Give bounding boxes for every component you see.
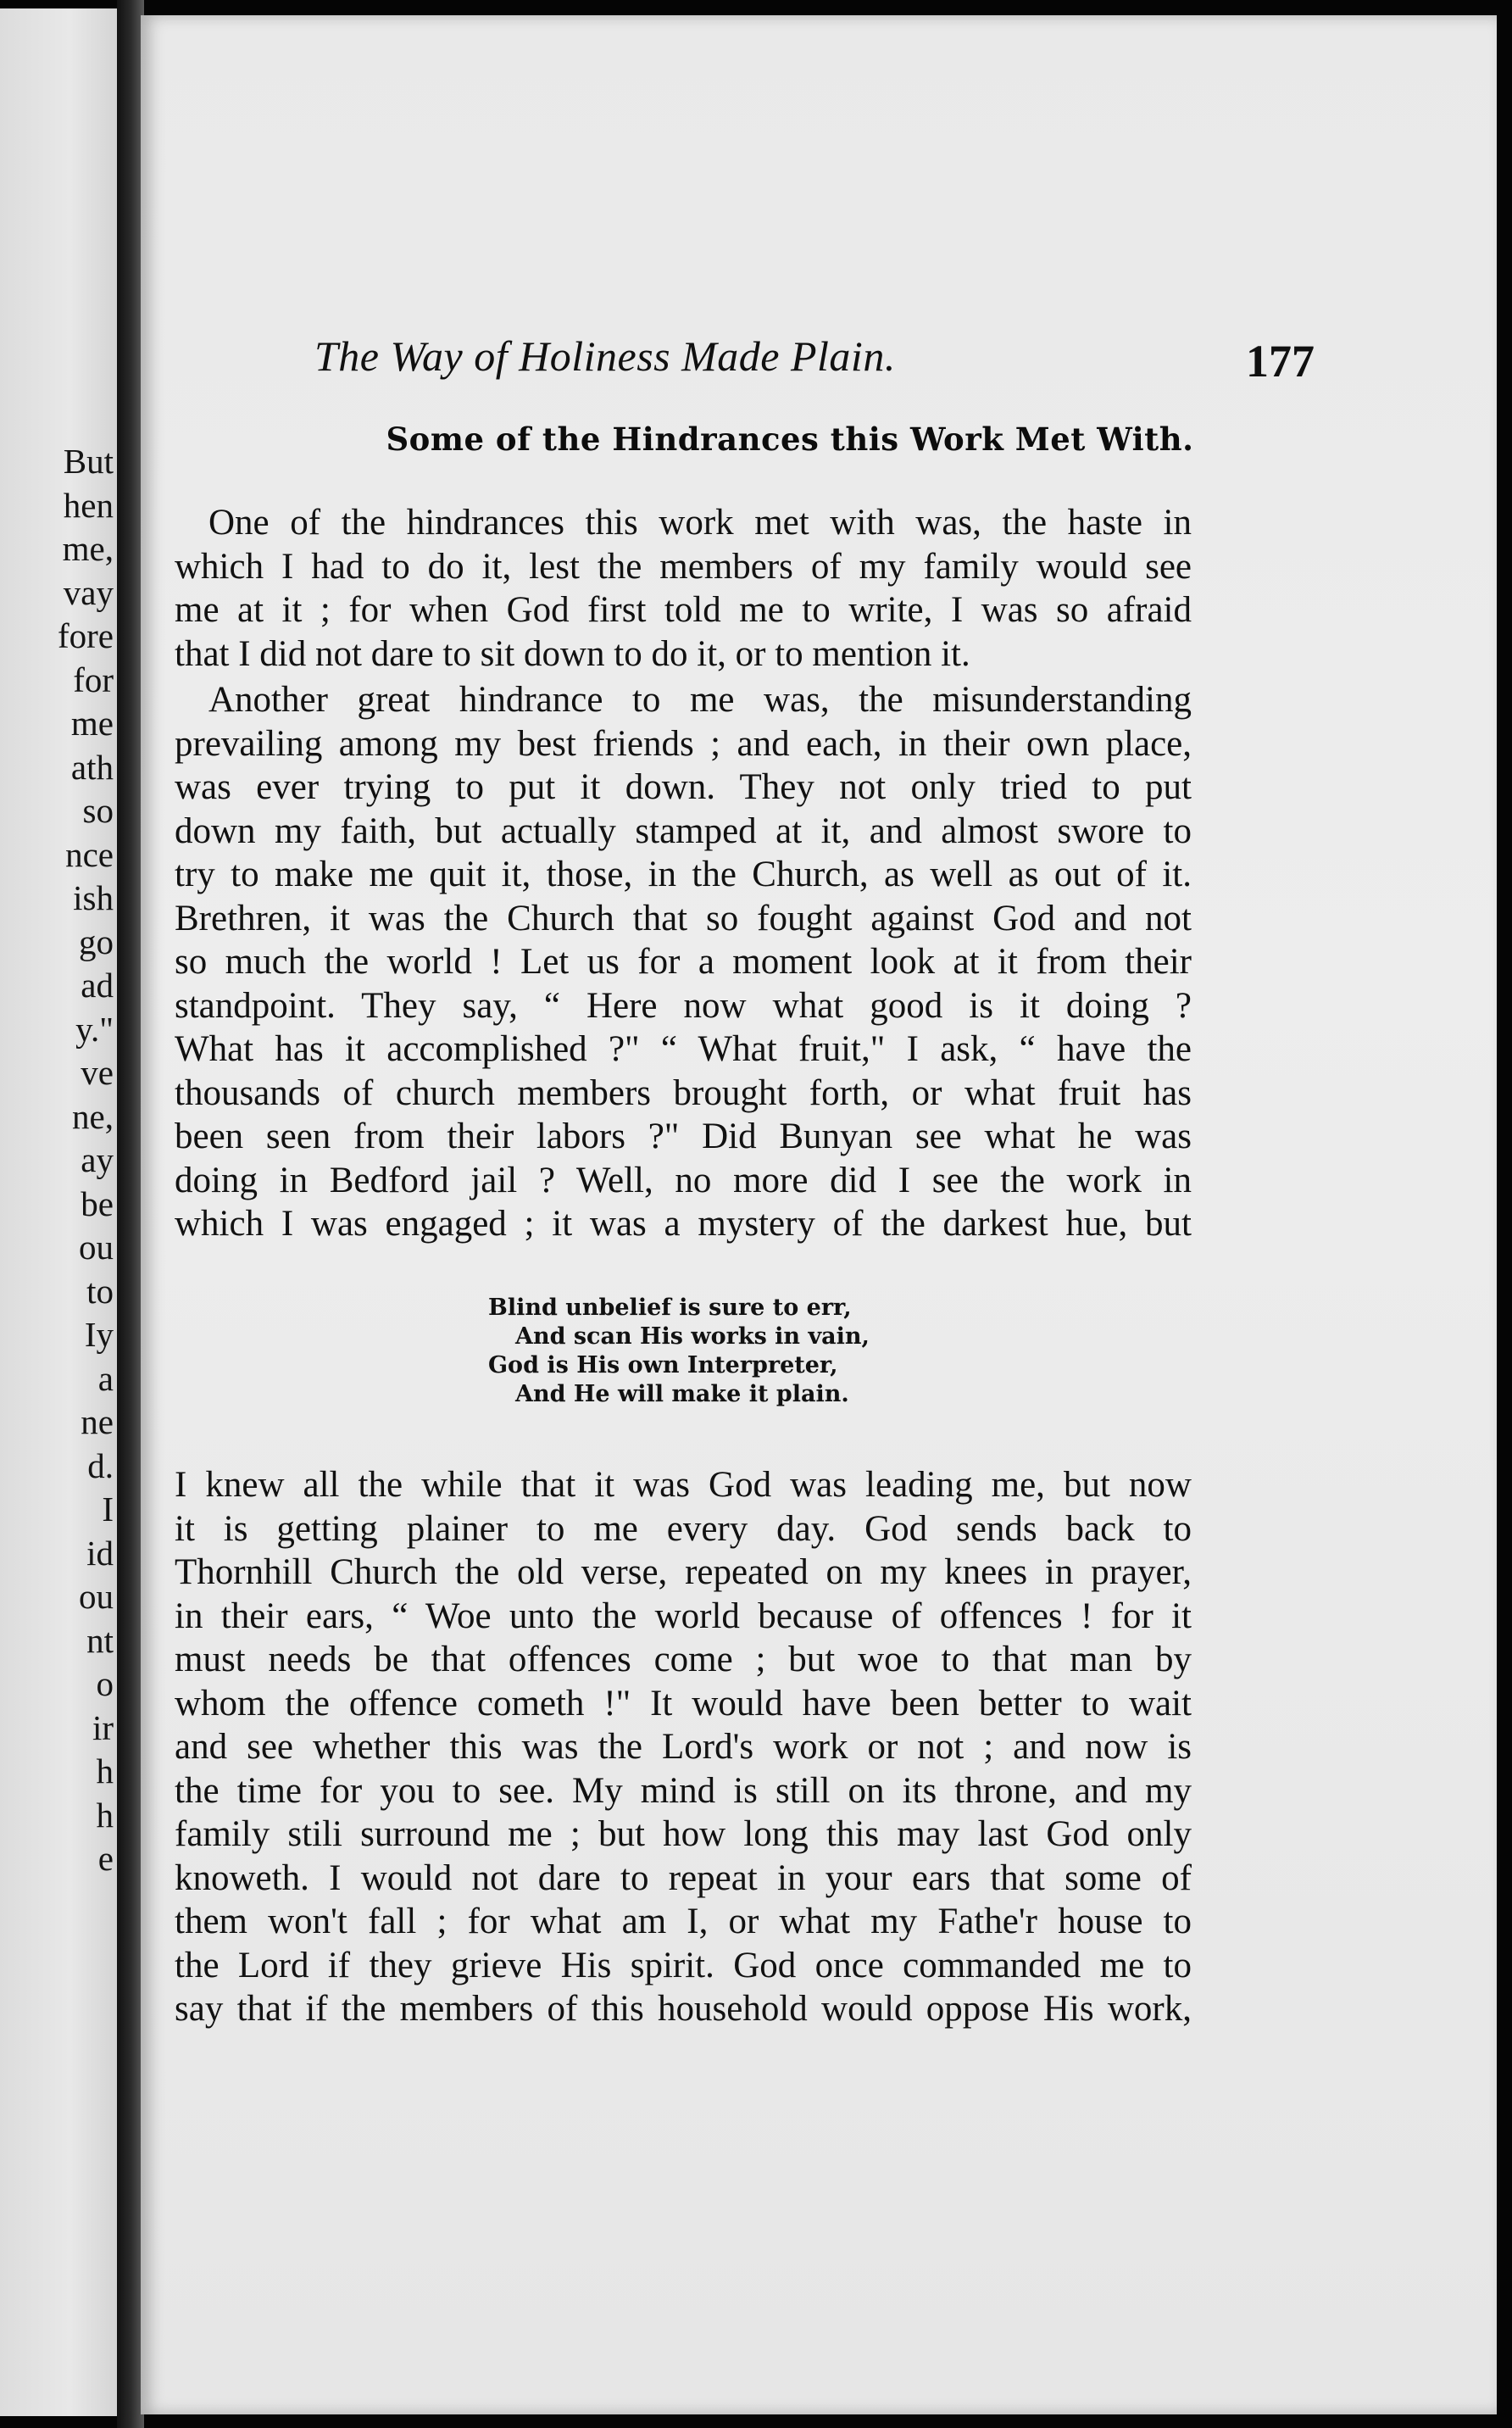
verse-line: And scan His works in vain, bbox=[515, 1323, 870, 1350]
previous-page-fragment: so bbox=[82, 791, 114, 830]
previous-page-fragment: ad bbox=[81, 966, 114, 1005]
text-line: been seen from their labors ?" Did Bunyan see what he was bbox=[175, 1117, 1192, 1156]
text-line: Brethren, it was the Church that so fought against God and not bbox=[175, 898, 1192, 938]
paragraph-3 bbox=[175, 1463, 1192, 2031]
previous-page-fragment: fore bbox=[57, 616, 114, 655]
previous-page-fragment: d. bbox=[87, 1445, 114, 1485]
text-line: Another great hindrance to me was, the misunderstanding bbox=[208, 680, 1192, 720]
previous-page-fragment: a bbox=[97, 1358, 114, 1398]
text-line: standpoint. They say, “ Here now what good is it doing ? bbox=[175, 985, 1192, 1026]
text-line: down my faith, but actually stamped at it, and almost swore to bbox=[175, 810, 1192, 851]
text-line: One of the hindrances this work met with was, the haste in bbox=[208, 503, 1192, 543]
text-line: Thornhill Church the old verse, repeated on my knees in prayer, bbox=[175, 1552, 1192, 1592]
previous-page-fragment: I bbox=[102, 1490, 114, 1529]
previous-page-fragment: ne, bbox=[72, 1096, 114, 1136]
text-line: try to make me quit it, those, in the Church, as well as out of it. bbox=[175, 855, 1192, 894]
verse-line: And He will make it plain. bbox=[515, 1381, 849, 1407]
previous-page-fragment: h bbox=[96, 1795, 114, 1835]
previous-page-fragment: nt bbox=[86, 1620, 114, 1660]
previous-page-fragment: go bbox=[79, 922, 114, 961]
previous-page-fragment: But bbox=[63, 442, 114, 481]
text-line: prevailing among my best friends ; and each, in their own place, bbox=[175, 723, 1192, 764]
text-line: in their ears, “ Woe unto the world because of offences ! for it bbox=[175, 1595, 1192, 1636]
previous-page-fragment: ay bbox=[81, 1140, 114, 1179]
text-line: so much the world ! Let us for a moment look at it from their bbox=[175, 942, 1192, 982]
previous-page-fragment: ir bbox=[92, 1707, 114, 1747]
previous-page-fragment: me bbox=[70, 704, 114, 743]
text-line: I knew all the while that it was God was leading me, but now bbox=[175, 1465, 1192, 1505]
text-line: What has it accomplished ?" “ What fruit," I ask, “ have the bbox=[175, 1029, 1192, 1069]
previous-page-fragment: vay bbox=[63, 572, 114, 612]
text-line: which I had to do it, lest the members of my family would see bbox=[175, 546, 1192, 587]
text-line: was ever trying to put it down. They not only tried to put bbox=[175, 767, 1192, 807]
previous-page-edge bbox=[0, 8, 117, 2416]
text-line: the Lord if they grieve His spirit. God once commanded me to bbox=[175, 1945, 1192, 1985]
text-line: family stili surround me ; but how long this may last God only bbox=[175, 1814, 1192, 1854]
text-line: me at it ; for when God first told me to write, I was so afraid bbox=[175, 590, 1192, 630]
text-line: knoweth. I would not dare to repeat in your ears that some of bbox=[175, 1857, 1192, 1898]
previous-page-fragment: be bbox=[81, 1183, 114, 1223]
text-line: it is getting plainer to me every day. God sends back to bbox=[175, 1508, 1192, 1549]
verse-line: God is His own Interpreter, bbox=[488, 1352, 838, 1378]
previous-page-fragment: e bbox=[97, 1839, 114, 1878]
previous-page-fragment: hen bbox=[63, 485, 114, 525]
previous-page-fragment: h bbox=[96, 1751, 114, 1790]
text-line: must needs be that offences come ; but woe to that man by bbox=[175, 1640, 1192, 1679]
previous-page-fragment: ish bbox=[73, 878, 114, 917]
previous-page-fragment: ou bbox=[79, 1228, 114, 1267]
text-line: whom the offence cometh !" It would have been better to wait bbox=[175, 1683, 1192, 1724]
previous-page-fragment: id bbox=[86, 1533, 114, 1573]
previous-page-fragment: me, bbox=[62, 529, 114, 568]
previous-page-fragment: y." bbox=[75, 1009, 114, 1049]
previous-page-fragment: ve bbox=[81, 1053, 114, 1092]
previous-page-fragment: ne bbox=[81, 1402, 114, 1441]
text-line: the time for you to see. My mind is still on its throne, and my bbox=[175, 1770, 1192, 1811]
previous-page-fragment: for bbox=[73, 660, 114, 699]
text-line: and see whether this was the Lord's work or not ; and now is bbox=[175, 1727, 1192, 1767]
previous-page-fragment: o bbox=[96, 1664, 114, 1703]
text-line: thousands of church members brought forth, or what fruit has bbox=[175, 1072, 1192, 1113]
text-line: say that if the members of this household would oppose His work, bbox=[175, 1989, 1192, 2029]
previous-page-fragment: ath bbox=[70, 747, 114, 787]
previous-page-fragment: Iy bbox=[84, 1315, 114, 1354]
previous-page-fragment: ou bbox=[79, 1577, 114, 1616]
verse-quotation bbox=[488, 1294, 870, 1409]
paragraph-2 bbox=[175, 678, 1192, 1246]
running-title: The Way of Holiness Made Plain. bbox=[314, 332, 896, 380]
text-line: doing in Bedford jail ? Well, no more did I see the work in bbox=[175, 1160, 1192, 1200]
previous-page-fragment: to bbox=[86, 1271, 114, 1311]
paragraph-1 bbox=[175, 501, 1192, 676]
previous-page-fragment: nce bbox=[65, 834, 114, 874]
text-line: them won't fall ; for what am I, or what my Fathe'r house to bbox=[175, 1902, 1192, 1941]
book-page bbox=[141, 15, 1497, 2414]
running-header bbox=[314, 331, 1315, 391]
text-line: that I did not dare to sit down to do it, or to mention it. bbox=[175, 633, 970, 674]
verse-line: Blind unbelief is sure to err, bbox=[488, 1295, 852, 1321]
page-number: 177 bbox=[1246, 336, 1315, 387]
section-heading: Some of the Hindrances this Work Met With. bbox=[386, 420, 1194, 458]
text-line: which I was engaged ; it was a mystery of the darkest hue, but bbox=[175, 1204, 1192, 1244]
